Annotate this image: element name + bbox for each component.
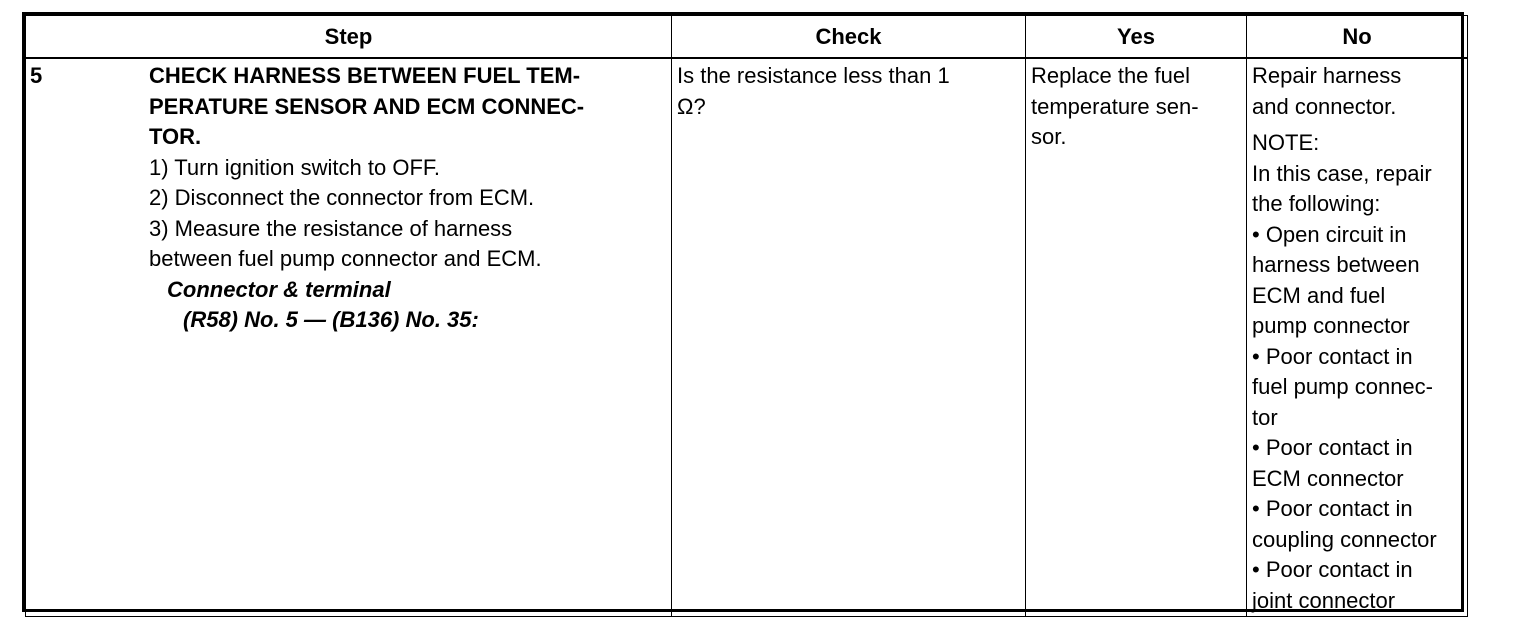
yes-line: sor. [1031,124,1067,149]
step-body [149,59,671,336]
bullet-item [1252,555,1465,616]
bullet-line: ECM connector [1252,465,1404,491]
header-no: No [1247,16,1468,59]
header-yes: Yes [1026,16,1247,59]
bullet-line: • Poor contact in [1252,435,1413,460]
bullet-line: coupling connector [1252,526,1437,552]
no-cell [1247,58,1468,617]
note-line: the following: [1252,191,1381,216]
yes-line: temperature sen- [1031,93,1199,119]
step-cell [26,58,672,617]
bullet-line: • Poor contact in [1252,557,1413,582]
header-check: Check [672,16,1026,59]
bullet-item [1252,494,1465,555]
bullet-line: ECM and fuel [1252,282,1386,308]
header-step: Step [26,16,672,59]
check-line: Ω? [677,93,706,119]
no-line: and connector. [1252,93,1397,119]
yes-line: Replace the fuel [1031,63,1190,88]
bullet-line: • Open circuit in [1252,221,1407,247]
step-title-line: TOR. [149,124,202,149]
table-row [26,58,1468,617]
diagnostic-table [25,15,1468,617]
bullet-line: fuel pump connec- [1252,374,1433,399]
bullet-line: tor [1252,404,1278,430]
note-line: In this case, repair [1252,160,1432,186]
bullet-line: pump connector [1252,313,1410,338]
bullet-item [1252,342,1465,434]
no-line: Repair harness [1252,63,1402,88]
check-cell [672,58,1026,617]
bullet-item [1252,433,1465,494]
bullet-line: joint connector [1252,587,1396,613]
spec-label: Connector & terminal [167,276,391,302]
bullet-line: • Poor contact in [1252,496,1413,521]
step-instruction: 3) Measure the resistance of harness [149,215,513,241]
step-title-line: PERATURE SENSOR AND ECM CONNEC- [149,93,585,119]
bullet-line: • Poor contact in [1252,343,1413,369]
yes-cell [1026,58,1247,617]
check-line: Is the resistance less than 1 [677,63,950,88]
step-title-line: CHECK HARNESS BETWEEN FUEL TEM- [149,63,581,88]
header-row [26,16,1468,59]
step-instruction: between fuel pump connector and ECM. [149,246,542,271]
step-number: 5 [30,63,43,88]
step-instruction: 1) Turn ignition switch to OFF. [149,154,440,180]
bullet-item [1252,220,1465,342]
diagnostic-table-frame [22,12,1464,612]
step-instruction: 2) Disconnect the connector from ECM. [149,185,535,210]
bullet-line: harness between [1252,252,1420,277]
spec-value: (R58) No. 5 — (B136) No. 35: [183,307,479,332]
note-label: NOTE: [1252,130,1320,155]
